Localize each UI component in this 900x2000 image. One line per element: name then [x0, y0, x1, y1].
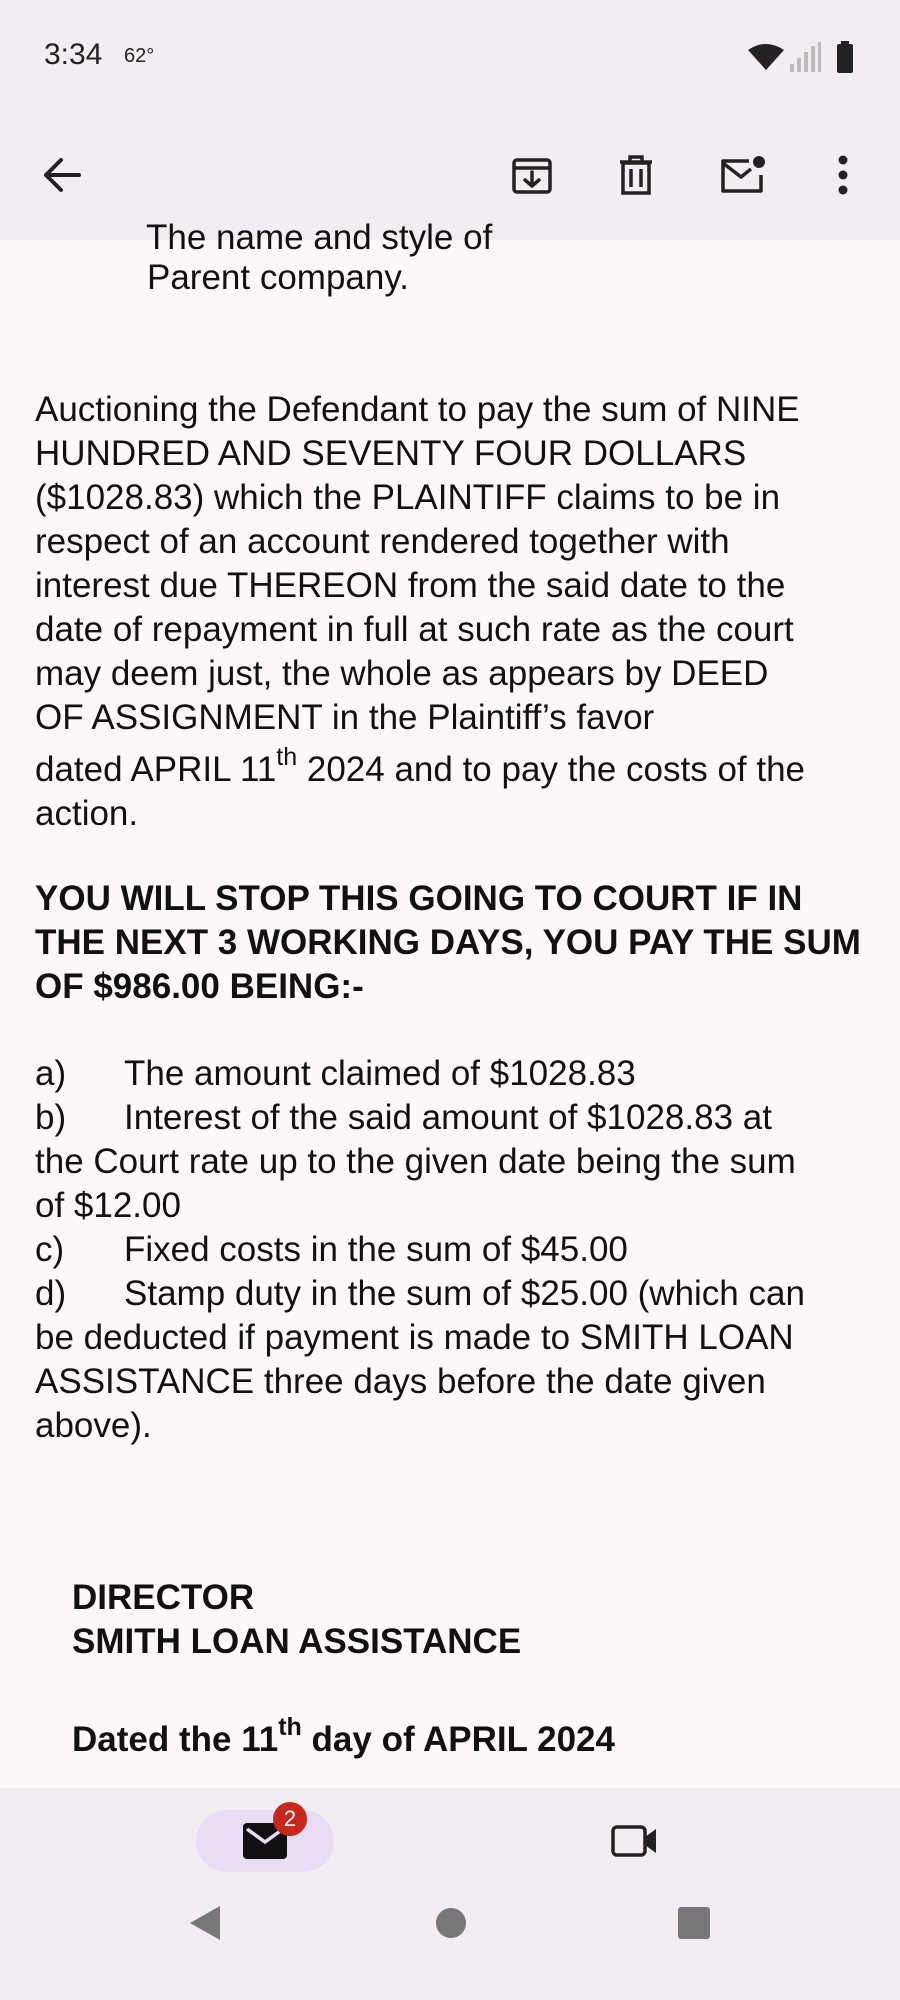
list-item-line: Fixed costs in the sum of $45.00	[124, 1230, 628, 1269]
mail-unread-icon	[719, 155, 767, 195]
archive-icon	[511, 155, 553, 195]
list-marker: a)	[35, 1054, 67, 1093]
paragraph-line: ($1028.83) which the PLAINTIFF claims to be in	[35, 478, 781, 517]
video-icon	[611, 1823, 659, 1859]
status-bar	[0, 0, 900, 110]
dated-superscript: th	[278, 1713, 302, 1741]
parent-company-line: Parent company.	[147, 258, 409, 297]
status-icons	[748, 40, 858, 74]
partial-text-line: The name and style of	[146, 218, 493, 257]
paragraph-line: interest due THEREON from the said date to the	[35, 566, 786, 605]
list-marker: b)	[35, 1098, 67, 1137]
warning-line: OF $986.00 BEING:-	[35, 967, 364, 1006]
arrow-left-icon	[41, 157, 81, 193]
more-options-button[interactable]	[808, 140, 878, 210]
more-vert-icon	[837, 155, 849, 195]
warning-line: THE NEXT 3 WORKING DAYS, YOU PAY THE SUM	[35, 923, 861, 962]
date-suffix: 2024 and to pay the costs of the	[297, 750, 806, 789]
dated-line	[72, 1713, 615, 1762]
mark-unread-button[interactable]	[708, 140, 778, 210]
status-temperature: 62°	[124, 45, 155, 67]
system-back-button[interactable]	[178, 1896, 232, 1950]
nav-recents-icon	[677, 1906, 711, 1940]
signature-line: DIRECTOR	[72, 1578, 255, 1617]
warning-line: YOU WILL STOP THIS GOING TO COURT IF IN	[35, 879, 803, 918]
paragraph-line: Auctioning the Defendant to pay the sum of NINE	[35, 390, 800, 429]
dated-suffix: day of APRIL 2024	[301, 1720, 615, 1759]
paragraph-line: may deem just, the whole as appears by DEED	[35, 654, 769, 693]
list-marker: c)	[35, 1230, 65, 1269]
list-item-line: the Court rate up to the given date being the sum	[35, 1142, 796, 1181]
signature-line: SMITH LOAN ASSISTANCE	[72, 1622, 522, 1661]
list-item-line: Interest of the said amount of $1028.83 at	[124, 1098, 772, 1137]
system-recents-button[interactable]	[667, 1896, 721, 1950]
paragraph-line: OF ASSIGNMENT in the Plaintiff’s favor	[35, 698, 655, 737]
paragraph-line: respect of an account rendered together with	[35, 522, 730, 561]
paragraph-line: date of repayment in full at such rate as the court	[35, 610, 794, 649]
nav-back-icon	[188, 1904, 222, 1942]
list-item-line: above).	[35, 1406, 152, 1445]
date-prefix: dated APRIL 11	[35, 750, 277, 789]
list-item-line: be deducted if payment is made to SMITH LOAN	[35, 1318, 794, 1357]
battery-icon	[836, 41, 854, 73]
email-body	[0, 218, 900, 1788]
meet-tab[interactable]	[600, 1810, 670, 1872]
system-home-button[interactable]	[424, 1896, 478, 1950]
list-marker: d)	[35, 1274, 67, 1313]
paragraph-date-line	[35, 743, 806, 792]
unread-count-badge: 2	[273, 1802, 307, 1836]
nav-home-icon	[434, 1906, 468, 1940]
paragraph-line: action.	[35, 794, 139, 833]
status-time: 3:34	[44, 38, 103, 71]
list-item-line: The amount claimed of $1028.83	[124, 1054, 636, 1093]
paragraph-line: HUNDRED AND SEVENTY FOUR DOLLARS	[35, 434, 747, 473]
list-item-line: of $12.00	[35, 1186, 181, 1225]
back-button[interactable]	[26, 140, 96, 210]
dated-prefix: Dated the 11	[72, 1720, 279, 1759]
signal-icon	[788, 42, 822, 72]
wifi-icon	[748, 44, 784, 72]
list-item-line: Stamp duty in the sum of $25.00 (which can	[124, 1274, 805, 1313]
list-item-line: ASSISTANCE three days before the date given	[35, 1362, 766, 1401]
bottom-navigation	[0, 1788, 900, 2000]
trash-icon	[617, 154, 655, 196]
date-superscript: th	[276, 743, 298, 771]
archive-button[interactable]	[497, 140, 567, 210]
delete-button[interactable]	[601, 140, 671, 210]
mail-tab[interactable]	[196, 1810, 334, 1872]
